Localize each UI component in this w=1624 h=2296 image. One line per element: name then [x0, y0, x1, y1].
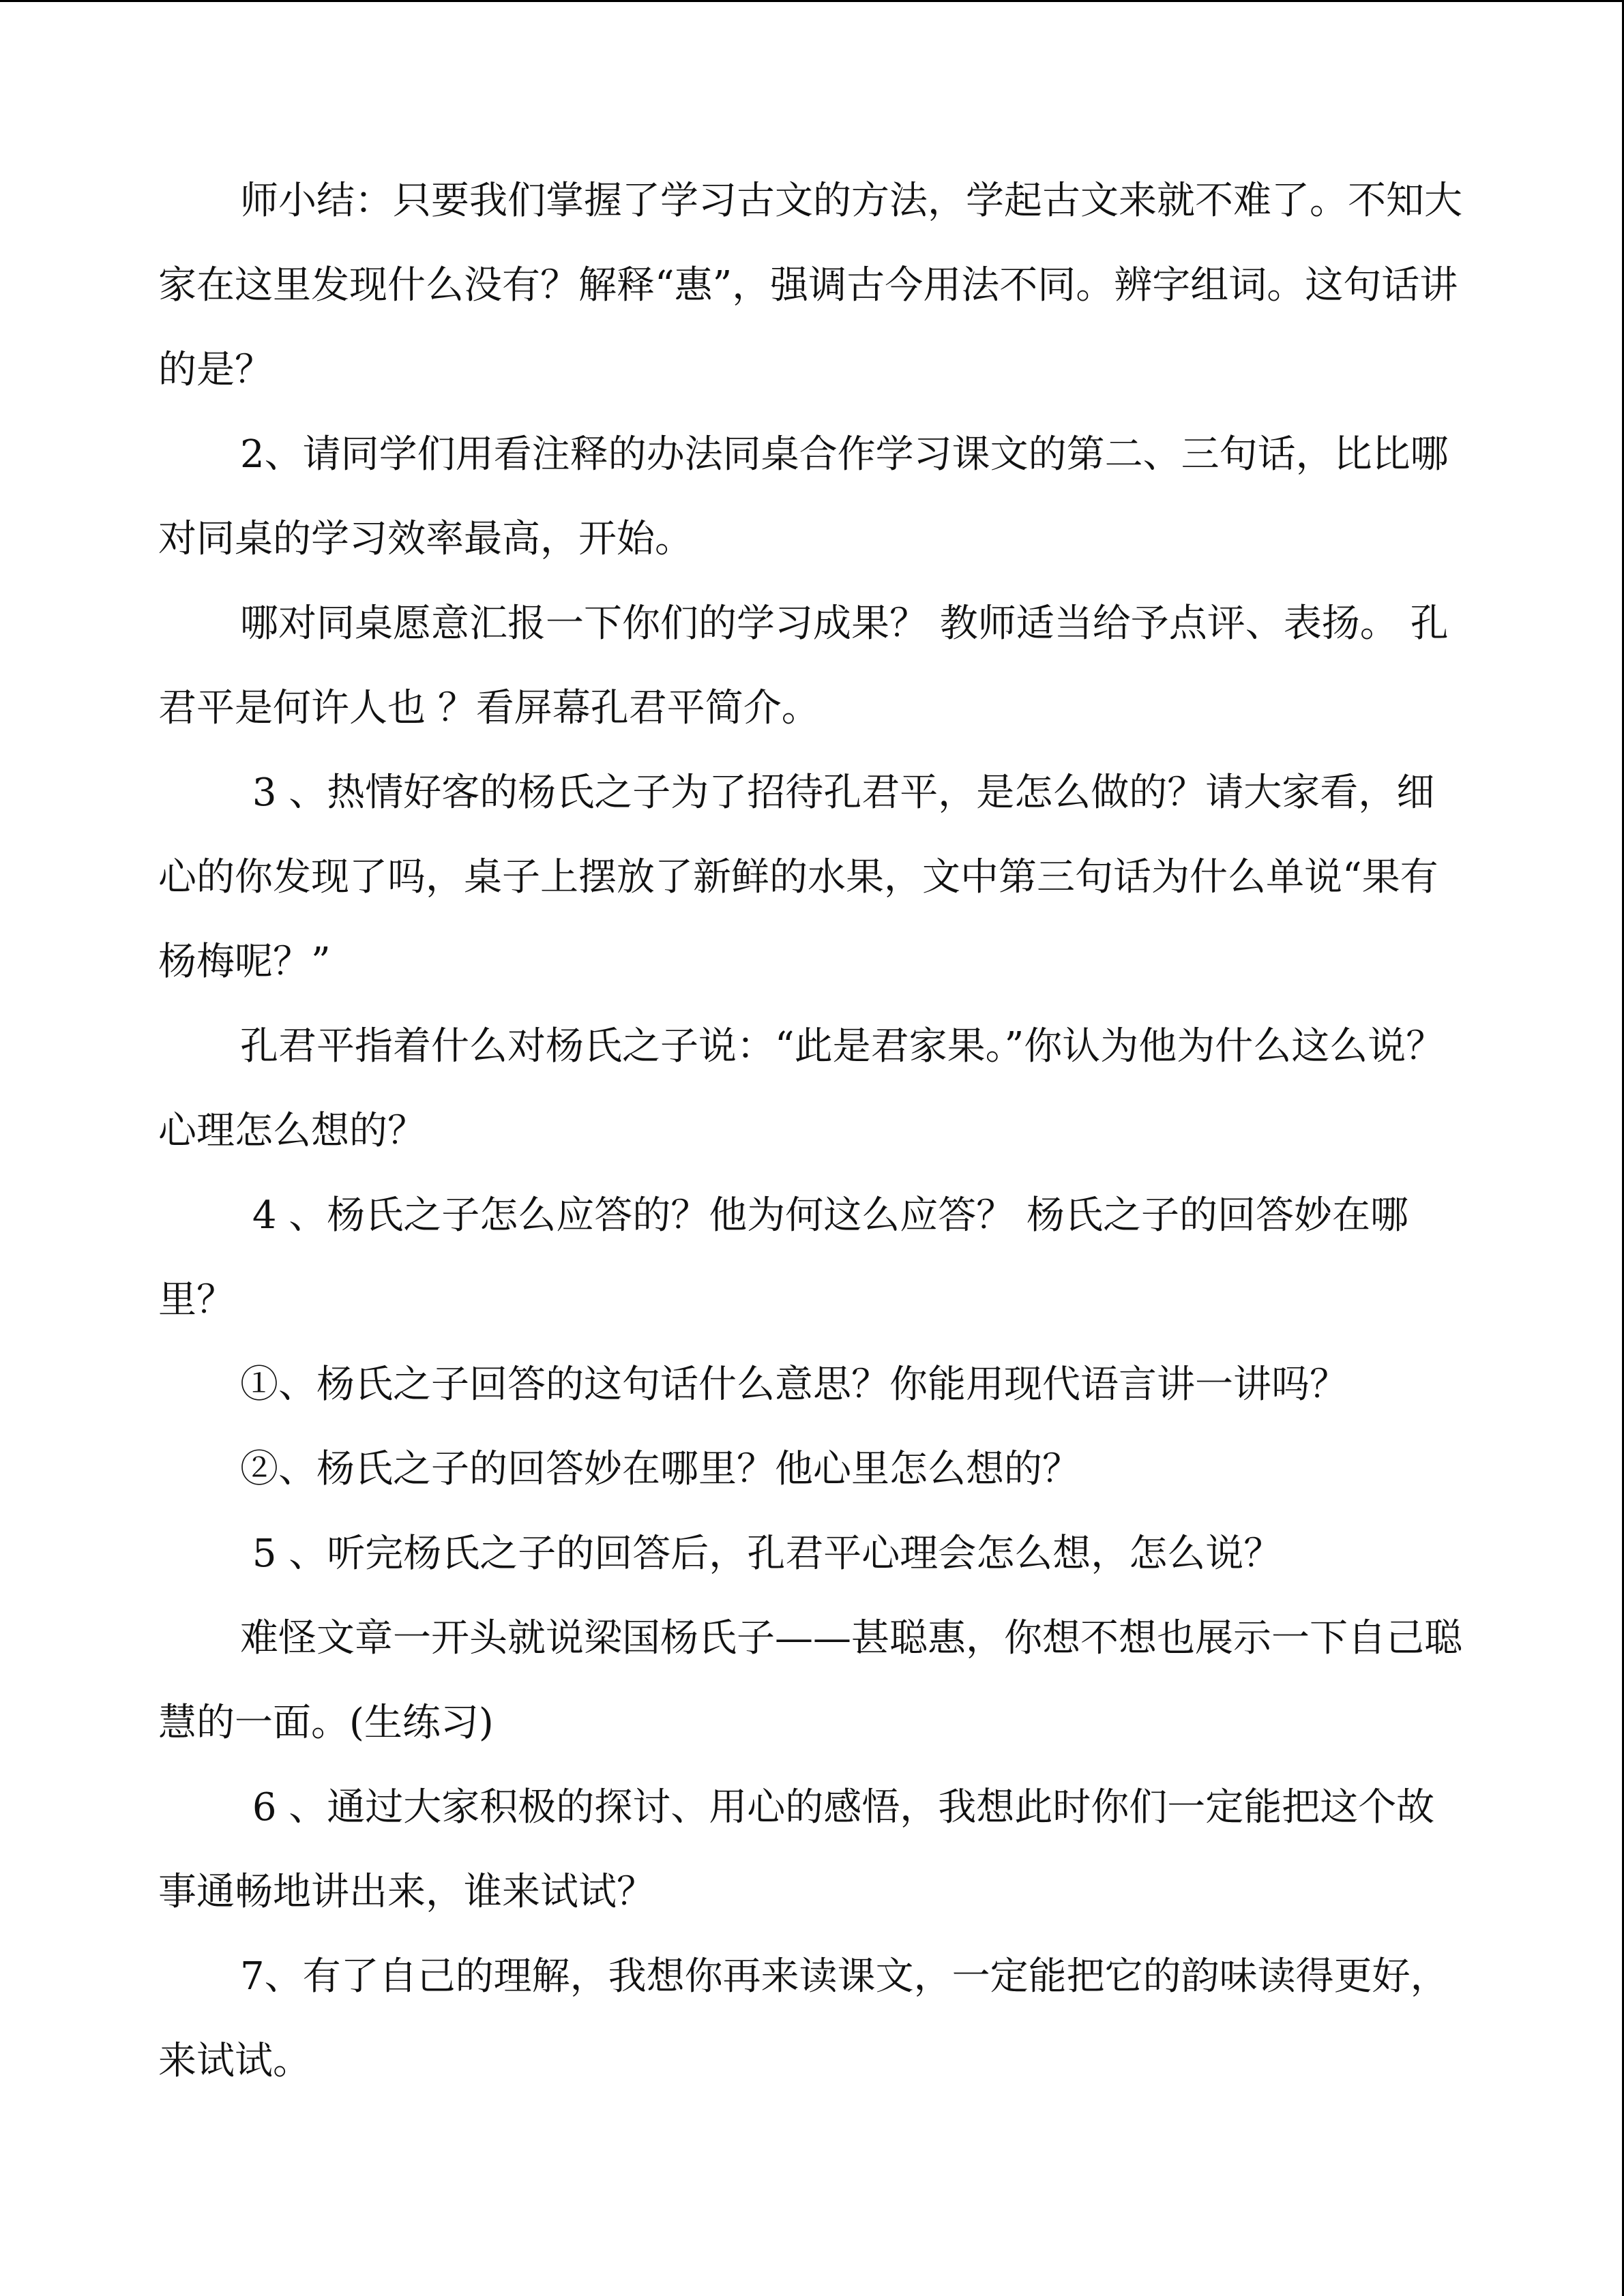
paragraph-sub-1: ①、杨氏之子回答的这句话什么意思？你能用现代语言讲一讲吗？	[240, 1362, 1348, 1407]
paragraph-step-7: 7、有了自己的理解，我想你再来读课文，一定能把它的韵味读得更好，来试试。	[158, 1954, 1449, 2083]
document-body	[158, 159, 1468, 2104]
paragraph-step-2: 2、请同学们用看注释的办法同桌合作学习课文的第二、三句话，比比哪对同桌的学习效率最高，开始。	[158, 432, 1449, 561]
paragraph-step-3: 3 、热情好客的杨氏之子为了招待孔君平，是怎么做的？请大家看，细心的你发现了吗，桌子上摆放了新鲜的水果，文中第三句话为什么单说“果有杨梅呢？”	[158, 771, 1438, 984]
paragraph-kong-junping: 孔君平指着什么对杨氏之子说：“此是君家果。”你认为他为什么这么说？ 心理怎么想的？	[158, 1024, 1457, 1153]
paragraph-step-4: 4 、杨氏之子怎么应答的？他为何这么应答？ 杨氏之子的回答妙在哪里？	[158, 1193, 1409, 1322]
paragraph-step-6: 6 、通过大家积极的探讨、用心的感悟，我想此时你们一定能把这个故事通畅地讲出来，谁来试试？	[158, 1785, 1435, 1914]
paragraph-sub-2: ②、杨氏之子的回答妙在哪里？他心里怎么想的？	[240, 1447, 1080, 1491]
paragraph-report: 哪对同桌愿意汇报一下你们的学习成果？ 教师适当给予点评、表扬。 孔君平是何许人也 ？看屏幕孔君平简介。	[158, 601, 1449, 730]
paragraph-summary: 师小结：只要我们掌握了学习古文的方法，学起古文来就不难了。不知大家在这里发现什么没有？解释“惠”，强调古今用法不同。辨字组词。这句话讲的是？	[158, 179, 1462, 392]
paragraph-practice: 难怪文章一开头就说梁国杨氏子——甚聪惠，你想不想也展示一下自己聪慧的一面。(生练习)	[158, 1616, 1462, 1745]
paragraph-step-5: 5 、听完杨氏之子的回答后，孔君平心理会怎么想，怎么说？	[240, 1532, 1282, 1576]
